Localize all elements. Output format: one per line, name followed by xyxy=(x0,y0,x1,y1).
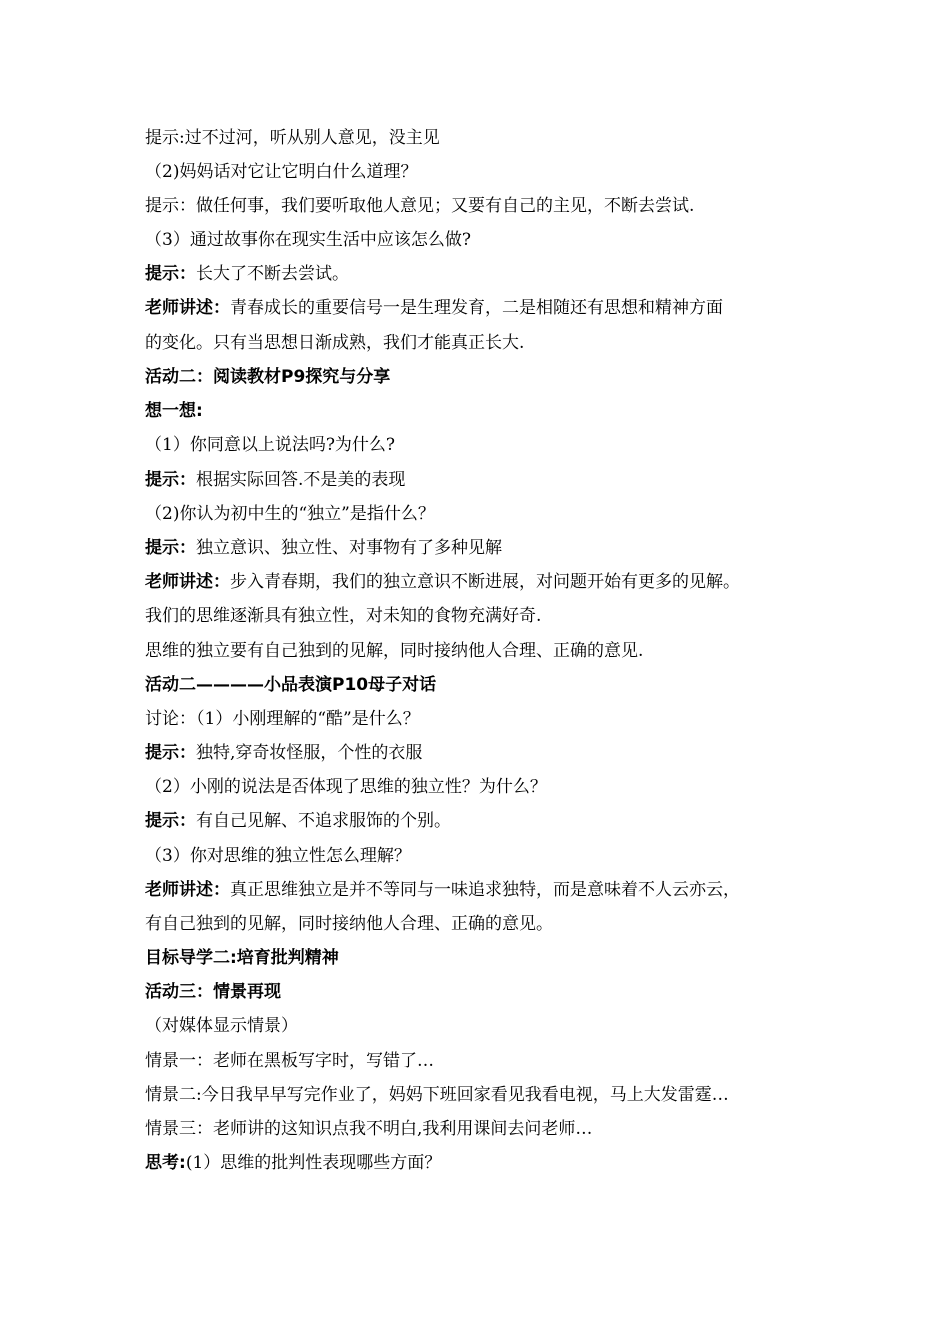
line-text: （对媒体显示情景） xyxy=(145,1016,298,1036)
section-heading xyxy=(145,948,339,968)
line-text: 活动二————小品表演P10母子对话 xyxy=(145,675,437,695)
text-line xyxy=(145,641,643,661)
text-line xyxy=(145,1119,592,1139)
line-text: 有自己见解、不追求服饰的个别。 xyxy=(196,811,451,831)
line-text: （3）通过故事你在现实生活中应该怎么做? xyxy=(145,230,471,250)
text-line xyxy=(145,230,471,250)
line-text: (1）思维的批判性表现哪些方面？ xyxy=(185,1153,442,1173)
line-text: 情景一：老师在黑板写字时，写错了… xyxy=(145,1051,434,1071)
line-text: 想一想: xyxy=(145,401,203,421)
text-line xyxy=(145,777,547,797)
line-text: 我们的思维逐渐具有独立性，对未知的食物充满好奇. xyxy=(145,606,542,626)
text-line xyxy=(145,709,420,729)
line-text: 有自己独到的见解，同时接纳他人合理、正确的意见。 xyxy=(145,914,553,934)
line-label: 提示： xyxy=(145,811,196,831)
line-text: 提示：做任何事，我们要听取他人意见；又要有自己的主见，不断去尝试. xyxy=(145,196,695,216)
section-heading xyxy=(145,675,436,695)
line-text: （2)你认为初中生的“独立”是指什么？ xyxy=(145,504,435,524)
text-line xyxy=(145,743,422,763)
line-label: 老师讲述： xyxy=(145,298,230,318)
text-line xyxy=(145,1051,434,1071)
line-text: 长大了不断去尝试。 xyxy=(196,264,349,284)
line-label: 提示： xyxy=(145,264,196,284)
line-label: 老师讲述： xyxy=(145,880,230,900)
text-line xyxy=(145,128,440,148)
line-text: 的变化。只有当思想日渐成熟，我们才能真正长大. xyxy=(145,333,525,353)
line-text: 青春成长的重要信号一是生理发育，二是相随还有思想和精神方面 xyxy=(230,298,723,318)
text-line xyxy=(145,196,694,216)
line-text: 步入青春期，我们的独立意识不断进展，对问题开始有更多的见解。 xyxy=(230,572,740,592)
text-line xyxy=(145,538,502,558)
section-heading xyxy=(145,367,390,387)
line-text: （2）小刚的说法是否体现了思维的独立性？为什么？ xyxy=(145,777,547,797)
line-text: （3）你对思维的独立性怎么理解？ xyxy=(145,846,411,866)
text-line xyxy=(145,811,451,831)
text-line xyxy=(145,470,405,490)
line-text: 情景三：老师讲的这知识点我不明白,我利用课间去问老师… xyxy=(145,1119,593,1139)
line-label: 思考: xyxy=(145,1153,186,1173)
text-line xyxy=(145,333,524,353)
line-text: 独立意识、独立性、对事物有了多种见解 xyxy=(196,538,502,558)
text-line xyxy=(145,846,411,866)
text-line xyxy=(145,572,740,592)
text-line xyxy=(145,606,541,626)
text-line xyxy=(145,1016,298,1036)
line-text: 提示:过不过河，听从别人意见，没主见 xyxy=(145,128,440,148)
line-text: 活动三：情景再现 xyxy=(145,982,281,1002)
line-label: 提示： xyxy=(145,538,196,558)
section-heading xyxy=(145,982,281,1002)
text-line xyxy=(145,914,553,934)
text-line xyxy=(145,504,435,524)
line-text: 讨论：（1）小刚理解的“酷”是什么？ xyxy=(145,709,420,729)
line-text: （2)妈妈话对它让它明白什么道理？ xyxy=(145,162,418,182)
text-line xyxy=(145,1085,729,1105)
line-text: 活动二：阅读教材P9探究与分享 xyxy=(145,367,391,387)
line-text: 根据实际回答.不是美的表现 xyxy=(196,470,406,490)
line-label: 老师讲述： xyxy=(145,572,230,592)
line-label: 提示： xyxy=(145,470,196,490)
text-line xyxy=(145,1153,441,1173)
line-text: 独特,穿奇妆怪服，个性的衣服 xyxy=(196,743,423,763)
text-line xyxy=(145,298,723,318)
line-text: 情景二:今日我早早写完作业了，妈妈下班回家看见我看电视，马上大发雷霆… xyxy=(145,1085,729,1105)
section-heading xyxy=(145,401,203,421)
text-line xyxy=(145,264,349,284)
line-text: （1）你同意以上说法吗?为什么? xyxy=(145,435,396,455)
text-line xyxy=(145,162,417,182)
text-line xyxy=(145,435,395,455)
line-label: 提示： xyxy=(145,743,196,763)
line-text: 目标导学二:培育批判精神 xyxy=(145,948,339,968)
line-text: 真正思维独立是并不等同与一味追求独特，而是意味着不人云亦云， xyxy=(230,880,740,900)
text-line xyxy=(145,880,740,900)
line-text: 思维的独立要有自己独到的见解，同时接纳他人合理、正确的意见. xyxy=(145,641,644,661)
